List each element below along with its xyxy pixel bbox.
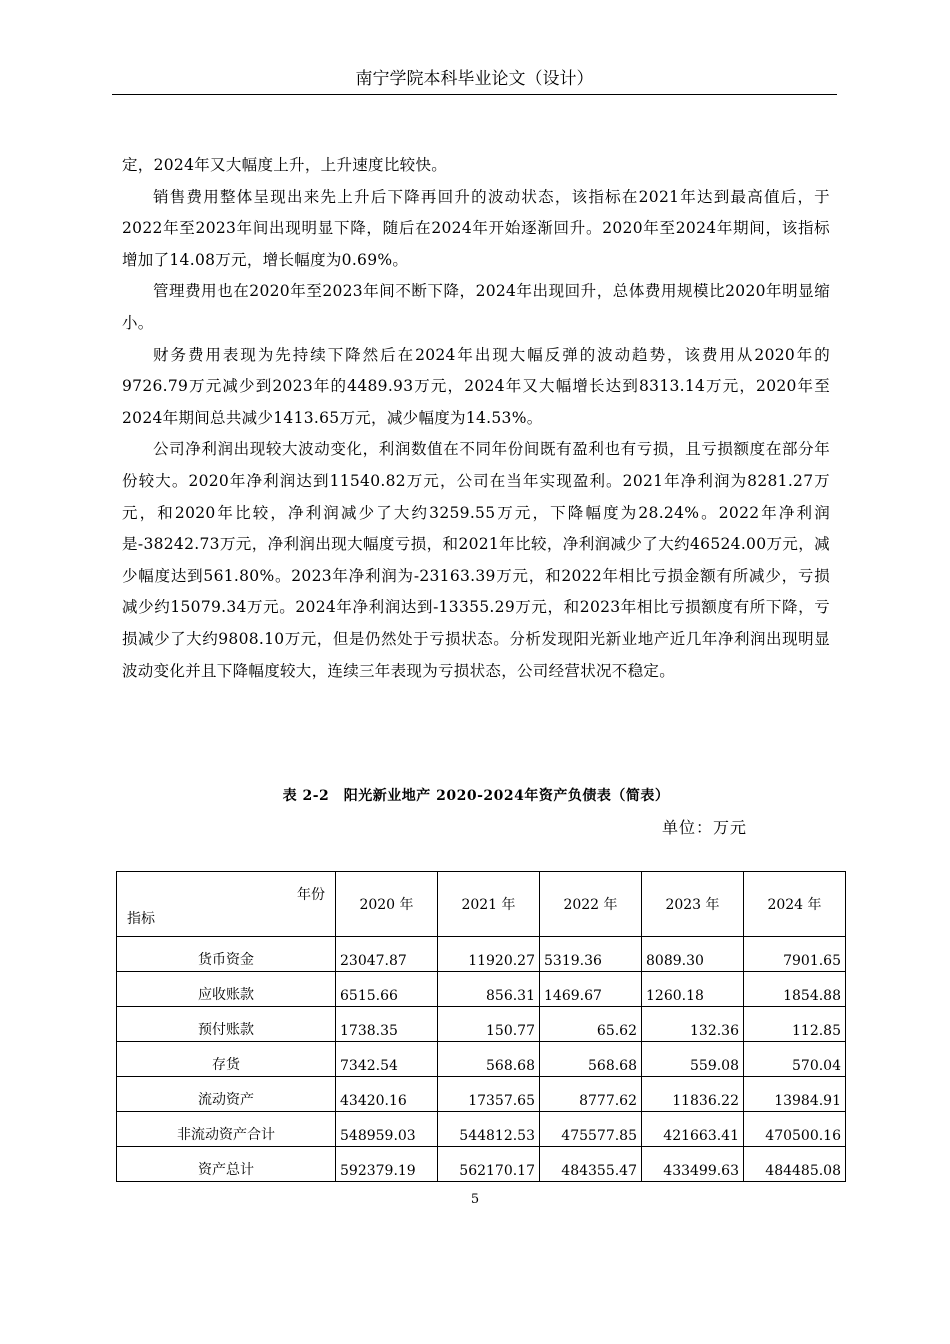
table-cell: 11920.27: [438, 937, 540, 972]
year-header: 2021 年: [438, 872, 540, 937]
table-cell: 484355.47: [540, 1147, 642, 1182]
table-cell: 65.62: [540, 1007, 642, 1042]
row-label: 流动资产: [117, 1077, 336, 1112]
table-cell: 1469.67: [540, 972, 642, 1007]
table-row: [117, 937, 846, 972]
row-label: 存货: [117, 1042, 336, 1077]
table-cell: 1738.35: [336, 1007, 438, 1042]
paragraph: 公司净利润出现较大波动变化，利润数值在不同年份间既有盈利也有亏损，且亏损额度在部分年份较大。2020年净利润达到11540.82万元，公司在当年实现盈利。2021年净利润为8281.27万元，和2020年比较，净利润减少了大约3259.55万元，下降幅度为28.24%。2022年净利润是-38242.73万元，净利润出现大幅度亏损，和2021年比较，净利润减少了大约46524.00万元，减少幅度达到561.80%。2023年净利润为-23163.39万元，和2022年相比亏损金额有所减少，亏损减少约15079.34万元。2024年净利润达到-13355.29万元，和2023年相比亏损额度有所下降，亏损减少了大约9808.10万元，但是仍然处于亏损状态。分析发现阳光新业地产近几年净利润出现明显波动变化并且下降幅度较大，连续三年表现为亏损状态，公司经营状况不稳定。: [122, 440, 830, 680]
table-cell: 150.77: [438, 1007, 540, 1042]
table-cell: 568.68: [438, 1042, 540, 1077]
page-number: 5: [470, 1192, 480, 1207]
header-rule: [112, 94, 837, 95]
row-label: 应收账款: [117, 972, 336, 1007]
row-label: 货币资金: [117, 937, 336, 972]
row-label: 预付账款: [117, 1007, 336, 1042]
table-row: [117, 972, 846, 1007]
table-cell: 484485.08: [744, 1147, 846, 1182]
table-cell: 592379.19: [336, 1147, 438, 1182]
table-row: [117, 1112, 846, 1147]
table-cell: 475577.85: [540, 1112, 642, 1147]
table-cell: 433499.63: [642, 1147, 744, 1182]
table-cell: 112.85: [744, 1007, 846, 1042]
table-cell: 43420.16: [336, 1077, 438, 1112]
table-cell: 856.31: [438, 972, 540, 1007]
table-cell: 568.68: [540, 1042, 642, 1077]
table-cell: 562170.17: [438, 1147, 540, 1182]
table-cell: 1854.88: [744, 972, 846, 1007]
table-cell: 17357.65: [438, 1077, 540, 1112]
body-text: [122, 150, 830, 687]
table-cell: 132.36: [642, 1007, 744, 1042]
table-row: [117, 1007, 846, 1042]
table-cell: 559.08: [642, 1042, 744, 1077]
table-header-row: [117, 872, 846, 937]
table-row: [117, 1077, 846, 1112]
table-corner-cell: [117, 872, 336, 937]
table-cell: 8089.30: [642, 937, 744, 972]
table-cell: 421663.41: [642, 1112, 744, 1147]
table-cell: 8777.62: [540, 1077, 642, 1112]
paragraph: 财务费用表现为先持续下降然后在2024年出现大幅反弹的波动趋势，该费用从2020年的9726.79万元减少到2023年的4489.93万元，2024年又大幅增长达到8313.14万元，2020年至2024年期间总共减少1413.65万元，减少幅度为14.53%。: [122, 345, 830, 427]
table-row: [117, 1042, 846, 1077]
year-header: 2024 年: [744, 872, 846, 937]
table-cell: 470500.16: [744, 1112, 846, 1147]
row-label: 非流动资产合计: [117, 1112, 336, 1147]
table-caption: 表 2-2 阳光新业地产 2020-2024年资产负债表（简表）: [282, 788, 670, 804]
year-header: 2023 年: [642, 872, 744, 937]
table-cell: 1260.18: [642, 972, 744, 1007]
row-label: 资产总计: [117, 1147, 336, 1182]
table-cell: 544812.53: [438, 1112, 540, 1147]
table-cell: 23047.87: [336, 937, 438, 972]
table-cell: 11836.22: [642, 1077, 744, 1112]
corner-indicator-label: 指标: [127, 911, 155, 927]
table-cell: 7901.65: [744, 937, 846, 972]
table-cell: 13984.91: [744, 1077, 846, 1112]
table-cell: 7342.54: [336, 1042, 438, 1077]
paragraph: 销售费用整体呈现出来先上升后下降再回升的波动状态，该指标在2021年达到最高值后，于2022年至2023年间出现明显下降，随后在2024年开始逐渐回升。2020年至2024年期间，该指标增加了14.08万元，增长幅度为0.69%。: [122, 187, 830, 269]
running-header: 南宁学院本科毕业论文（设计）: [355, 69, 594, 89]
year-header: 2022 年: [540, 872, 642, 937]
corner-year-label: 年份: [297, 887, 325, 903]
balance-sheet-table: [116, 871, 846, 1182]
table-cell: 5319.36: [540, 937, 642, 972]
paragraph: 管理费用也在2020年至2023年间不断下降，2024年出现回升，总体费用规模比2020年明显缩小。: [122, 282, 830, 332]
table-cell: 548959.03: [336, 1112, 438, 1147]
table-cell: 570.04: [744, 1042, 846, 1077]
table-cell: 6515.66: [336, 972, 438, 1007]
table-unit: 单位：万元: [662, 818, 748, 837]
year-header: 2020 年: [336, 872, 438, 937]
paragraph: 定，2024年又大幅度上升，上升速度比较快。: [122, 156, 448, 174]
table-row: [117, 1147, 846, 1182]
